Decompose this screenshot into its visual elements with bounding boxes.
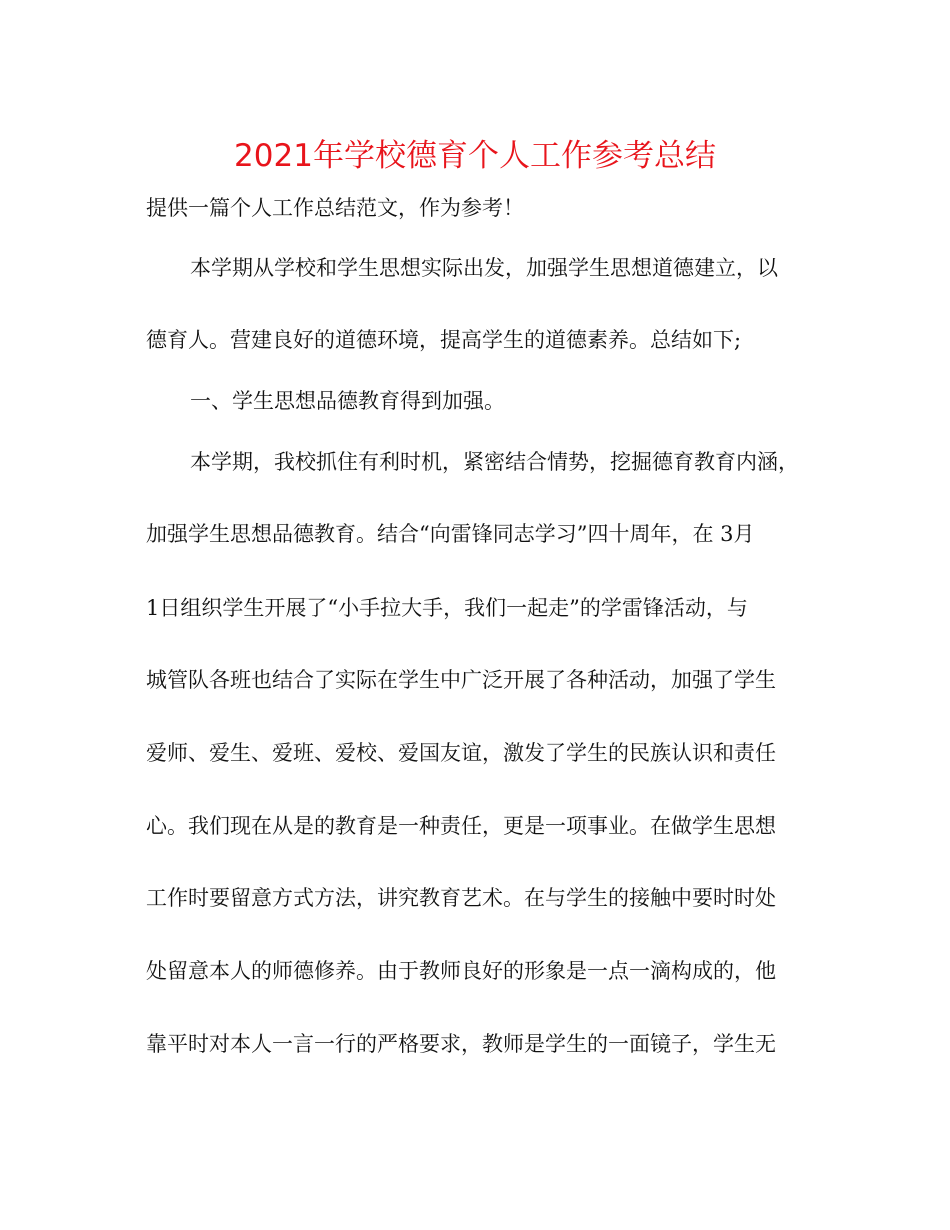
paragraph-line: 工作时要留意方式方法，讲究教育艺术。在与学生的接触中要时时处 — [146, 886, 776, 910]
paragraph-line: 德育人。营建良好的道德环境，提高学生的道德素养。总结如下; — [146, 328, 742, 352]
paragraph-line: 爱师、爱生、爱班、爱校、爱国友谊，激发了学生的民族认识和责任 — [146, 741, 776, 765]
paragraph-line: 处留意本人的师德修养。由于教师良好的形象是一点一滴构成的，他 — [146, 959, 776, 983]
paragraph-line: 加强学生思想品德教育。结合“向雷锋同志学习”四十周年，在 3月 — [146, 522, 755, 546]
paragraph-line: 心。我们现在从是的教育是一种责任，更是一项事业。在做学生思想 — [146, 814, 776, 838]
paragraph-line: 本学期从学校和学生思想实际出发，加强学生思想道德建立，以 — [190, 256, 778, 280]
paragraph-line: 靠平时对本人一言一行的严格要求，教师是学生的一面镜子，学生无 — [146, 1032, 776, 1056]
section-heading: 一、学生思想品德教育得到加强。 — [190, 389, 505, 413]
document-title: 2021年学校德育个人工作参考总结 — [234, 138, 716, 174]
paragraph-line: 城管队各班也结合了实际在学生中广泛开展了各种活动，加强了学生 — [146, 668, 776, 692]
paragraph-line: 本学期，我校抓住有利时机，紧密结合情势，挖掘德育教育内涵， — [190, 450, 799, 474]
intro-line: 提供一篇个人工作总结范文，作为参考！ — [146, 196, 524, 220]
paragraph-line: 1日组织学生开展了“小手拉大手，我们一起走”的学雷锋活动，与 — [146, 596, 748, 620]
